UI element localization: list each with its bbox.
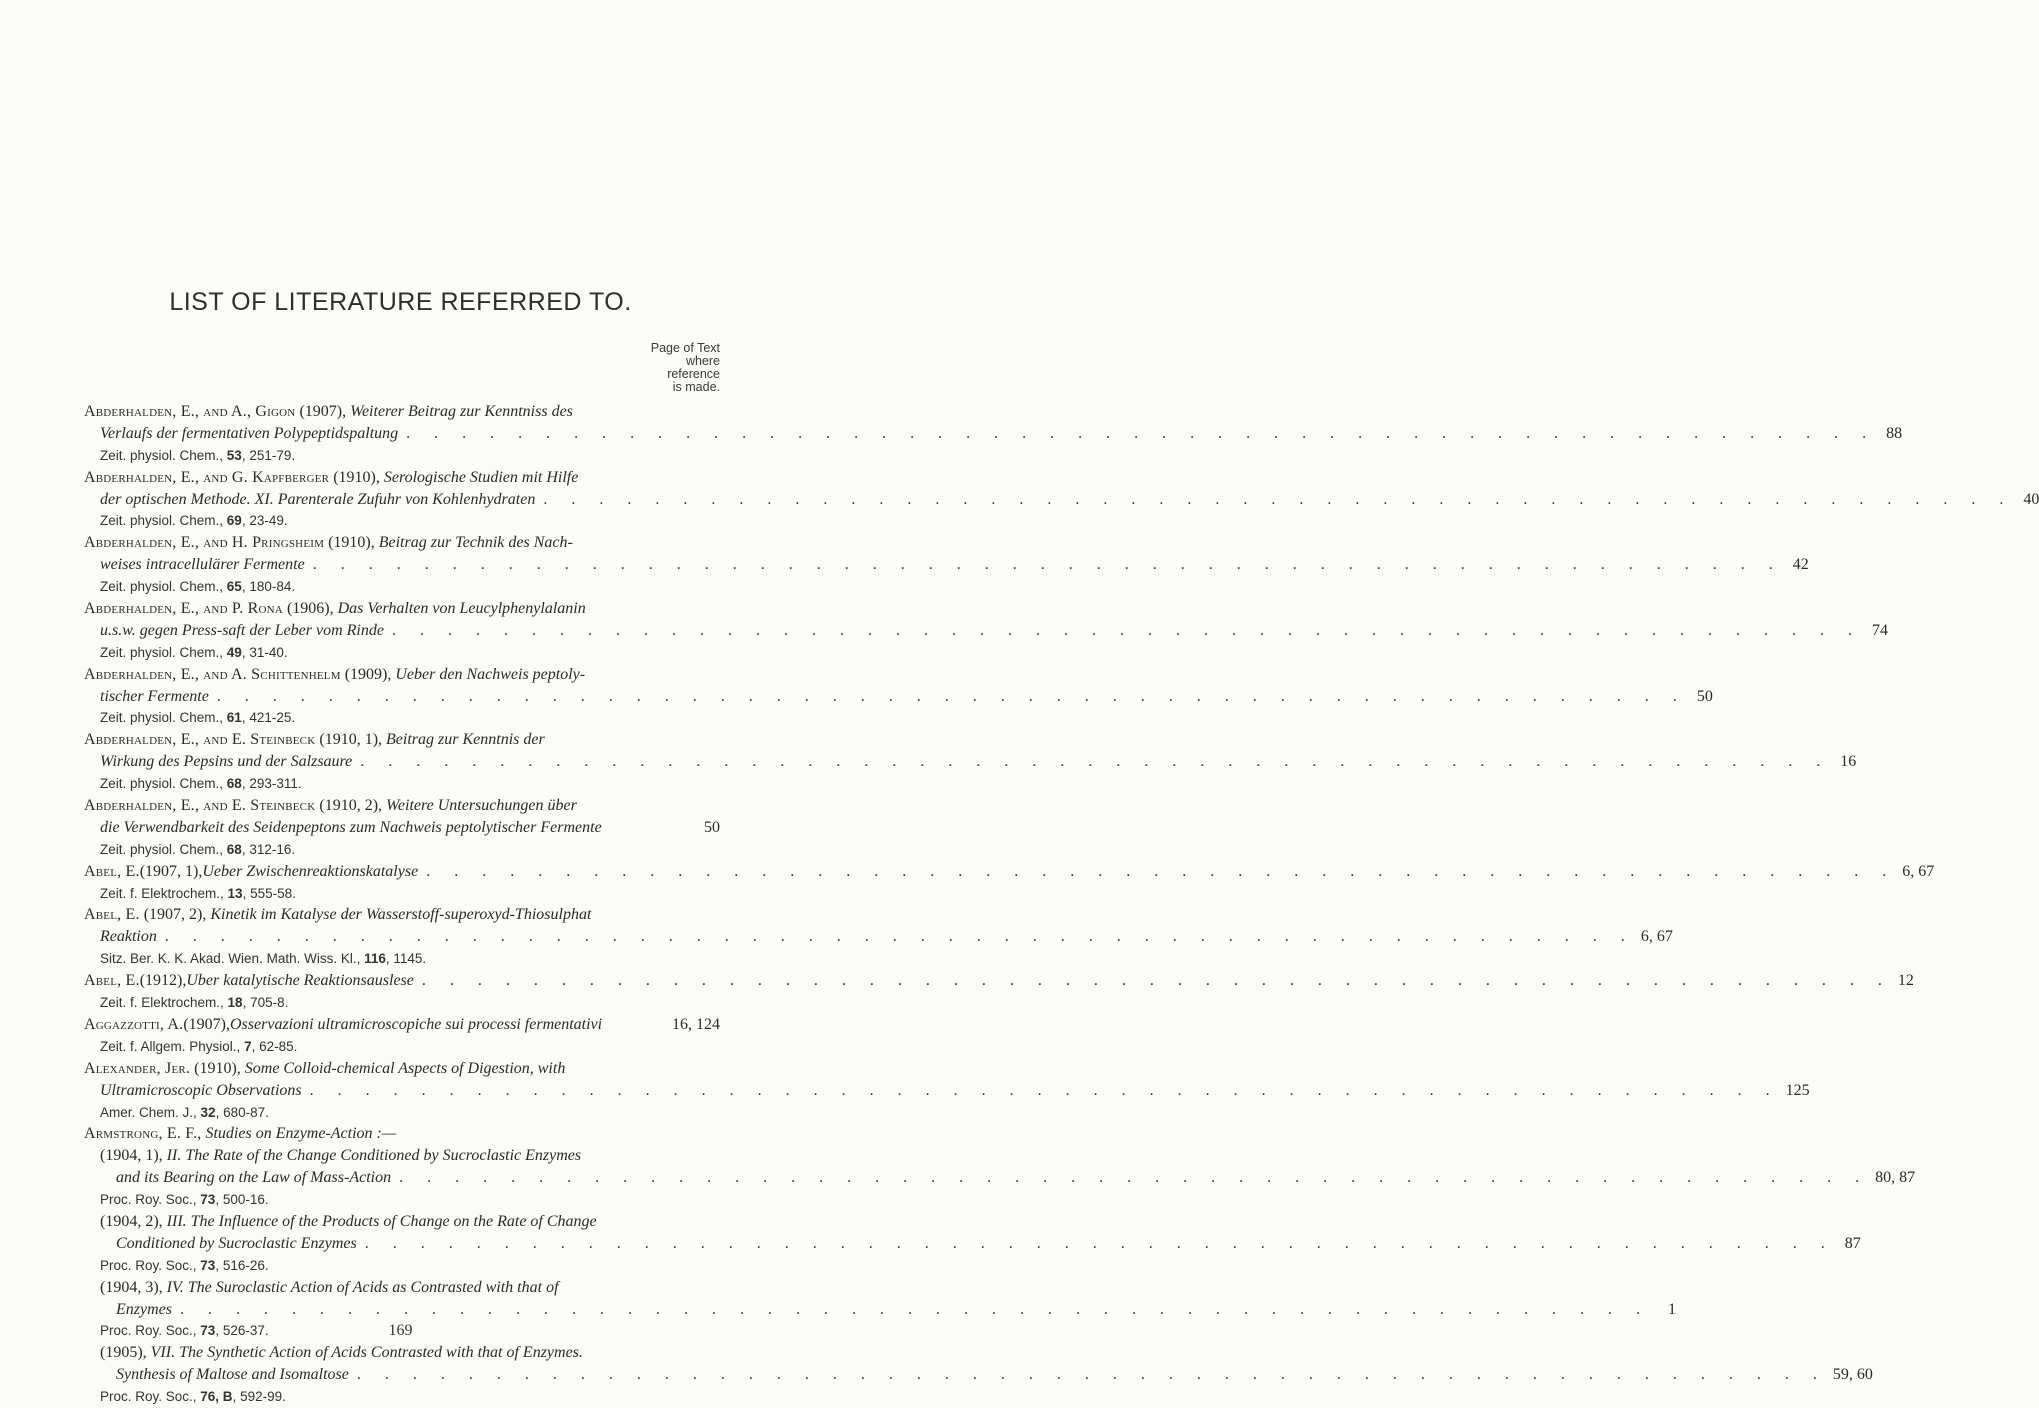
journal-pages: , 516-26. bbox=[215, 1257, 269, 1273]
author-name: Abderhalden, E., and E. Steinbeck bbox=[84, 731, 316, 749]
reference-entry bbox=[84, 795, 720, 861]
reference-title: II. The Rate of the Change Conditioned by Sucroclastic Enzymes bbox=[166, 1147, 582, 1165]
reference-entry bbox=[84, 598, 1888, 664]
reference-line bbox=[84, 1167, 1916, 1189]
reference-line bbox=[84, 620, 1888, 642]
author-name: Aggazzotti, A. bbox=[84, 1015, 184, 1033]
sub-reference-head bbox=[84, 1277, 720, 1299]
journal-pages: , 555-58. bbox=[242, 885, 296, 901]
reference-title: Verlaufs der fermentativen Polypeptidspaltung bbox=[100, 424, 399, 442]
dot-leader: . . . . . . . . . . . . . . . . . . . . . . . . . . . . . . . . . . . . . . . . . . . . . . . . . . . . . bbox=[364, 1234, 1835, 1252]
reference-year: (1910, 2), bbox=[315, 797, 387, 815]
reference-page: 6, 67 bbox=[1902, 862, 1935, 880]
dot-leader: . . . . . . . . . . . . . . . . . . . . . . . . . . . . . . . . . . . . . . . . . . . . . . . . . . . . . bbox=[543, 490, 2014, 508]
page-number: 169 bbox=[388, 1322, 413, 1339]
journal-pages: , 680-87. bbox=[215, 1104, 269, 1120]
reference-line bbox=[84, 751, 1857, 773]
sub-reference-head bbox=[84, 1145, 720, 1167]
dot-leader: . . . . . . . . . . . . . . . . . . . . . . . . . . . . . . . . . . . . . . . . . . . . . . . . . . . . . bbox=[309, 1081, 1780, 1099]
reference-year: (1910), bbox=[324, 534, 379, 552]
reference-year: (1912), bbox=[139, 972, 187, 990]
journal-pages: , 251-79. bbox=[241, 447, 296, 463]
journal-volume: 73 bbox=[200, 1257, 216, 1273]
author-name: Abderhalden, E., and E. Steinbeck bbox=[84, 797, 316, 815]
reference-line bbox=[84, 423, 1903, 445]
column-header-line: where bbox=[685, 354, 720, 368]
reference-head bbox=[84, 664, 720, 686]
author-name: Abel, E. bbox=[84, 972, 140, 990]
journal-pages: , 180-84. bbox=[241, 579, 296, 595]
reference-page: 125 bbox=[1785, 1081, 1810, 1099]
dot-leader: . . . . . . . . . . . . . . . . . . . . . . . . . . . . . . . . . . . . . . . . . . . . . . . . . . . . . bbox=[312, 556, 1783, 574]
journal-volume: 69 bbox=[226, 513, 242, 529]
journal-volume: 68 bbox=[226, 841, 242, 857]
reference-title: Ueber den Nachweis peptoly- bbox=[395, 665, 586, 683]
reference-page: 6, 67 bbox=[1640, 928, 1673, 946]
reference-title: Kinetik im Katalyse der Wasserstoff-superoxyd-Thiosulphat bbox=[210, 906, 592, 924]
author-name: Abderhalden, E., and P. Rona bbox=[84, 600, 283, 618]
reference-year: (1904, 2), bbox=[100, 1212, 167, 1230]
reference-title: Some Colloid-chemical Aspects of Digestion, with bbox=[244, 1059, 566, 1077]
author-name: Armstrong, E. F., bbox=[84, 1125, 202, 1143]
dot-leader: . . . . . . . . . . . . . . . . . . . . . . . . . . . . . . . . . . . . . . . . . . . . . . . . . . . . . bbox=[406, 424, 1877, 442]
reference-title: Beitrag zur Technik des Nach- bbox=[378, 534, 573, 552]
journal-name: Zeit. physiol. Chem., bbox=[100, 447, 227, 463]
reference-title: die Verwendbarkeit des Seidenpeptons zum Nachweis peptolytischer Fermente bbox=[100, 818, 602, 836]
reference-page: 87 bbox=[1844, 1234, 1861, 1252]
reference-entry bbox=[84, 1123, 1916, 1408]
reference-title: III. The Influence of the Products of Change on the Rate of Change bbox=[166, 1212, 597, 1230]
reference-title: Weiterer Beitrag zur Kenntniss des bbox=[350, 403, 573, 420]
journal-volume: 116 bbox=[364, 951, 386, 967]
reference-line bbox=[84, 1233, 1861, 1255]
reference-entry bbox=[84, 532, 1809, 598]
reference-citation bbox=[84, 948, 720, 970]
journal-pages: , 705-8. bbox=[242, 995, 289, 1011]
dot-leader: . . . . . . . . . . . . . . . . . . . . . . . . . . . . . . . . . . . . . . . . . . . . . . . . . . . . . bbox=[216, 687, 1687, 705]
reference-citation bbox=[84, 1036, 720, 1058]
journal-name: Zeit. f. Elektrochem., bbox=[100, 885, 228, 901]
journal-name: Proc. Roy. Soc., bbox=[100, 1389, 201, 1405]
reference-title: Wirkung des Pepsins und der Salzsaure bbox=[100, 753, 353, 771]
reference-title: Studies on Enzyme-Action :— bbox=[205, 1125, 397, 1143]
reference-year: (1907), bbox=[183, 1015, 230, 1033]
reference-page: 80, 87 bbox=[1875, 1169, 1916, 1187]
reference-title: u.s.w. gegen Press-saft der Leber vom Rinde bbox=[100, 621, 384, 639]
journal-name: Amer. Chem. J., bbox=[100, 1104, 201, 1120]
journal-name: Zeit. physiol. Chem., bbox=[100, 841, 227, 857]
reference-year: (1904, 1), bbox=[100, 1147, 167, 1165]
journal-pages: , 592-99. bbox=[232, 1389, 286, 1405]
page-column-header bbox=[610, 342, 720, 394]
dot-leader: . . . . . . . . . . . . . . . . . . . . . . . . . . . . . . . . . . . . . . . . . . . . . . . . . . . . . bbox=[391, 621, 1862, 639]
reference-page: 16, 124 bbox=[672, 1015, 720, 1033]
journal-name: Zeit. physiol. Chem., bbox=[100, 710, 227, 726]
reference-page: 40 bbox=[2023, 490, 2039, 508]
journal-pages: , 500-16. bbox=[215, 1192, 269, 1208]
reference-page: 50 bbox=[704, 818, 720, 836]
journal-volume: 68 bbox=[226, 776, 242, 792]
reference-page: 88 bbox=[1886, 424, 1903, 442]
sub-reference-head bbox=[84, 1211, 720, 1233]
reference-title: Synthesis of Maltose and Isomaltose bbox=[116, 1366, 349, 1384]
reference-list bbox=[84, 401, 2039, 1408]
author-name: Abderhalden, E., and A. Schittenhelm bbox=[84, 665, 341, 683]
reference-citation bbox=[84, 839, 720, 861]
reference-head bbox=[84, 467, 720, 489]
reference-title: tischer Fermente bbox=[100, 687, 209, 705]
reference-citation bbox=[84, 992, 720, 1014]
reference-citation bbox=[84, 576, 720, 598]
reference-citation bbox=[84, 510, 720, 532]
dot-leader: . . . . . . . . . . . . . . . . . . . . . . . . . . . . . . . . . . . . . . . . . . . . . . . . . . . . . bbox=[360, 753, 1831, 771]
reference-entry bbox=[84, 861, 1935, 905]
journal-name: Zeit. physiol. Chem., bbox=[100, 579, 227, 595]
reference-title: weises intracellulärer Fermente bbox=[100, 556, 305, 574]
reference-citation bbox=[84, 1386, 720, 1408]
reference-year: (1910), bbox=[329, 468, 384, 486]
journal-name: Proc. Roy. Soc., bbox=[100, 1192, 201, 1208]
page-title: LIST OF LITERATURE REFERRED TO. bbox=[169, 288, 632, 316]
reference-page: 42 bbox=[1792, 556, 1809, 574]
reference-page: 74 bbox=[1871, 621, 1888, 639]
journal-name: Zeit. f. Allgem. Physiol., bbox=[100, 1038, 245, 1054]
reference-entry bbox=[84, 467, 2039, 533]
author-name: Abel, E. bbox=[84, 906, 140, 924]
reference-entry bbox=[84, 1014, 720, 1058]
journal-volume: 65 bbox=[226, 579, 242, 595]
journal-volume: 61 bbox=[226, 710, 242, 726]
reference-year: (1905), bbox=[100, 1344, 151, 1362]
reference-year: (1910, 1), bbox=[315, 731, 387, 749]
reference-year: (1907, 2), bbox=[139, 906, 211, 924]
reference-citation bbox=[84, 883, 720, 905]
journal-name: Zeit. physiol. Chem., bbox=[100, 644, 227, 660]
journal-volume: 32 bbox=[200, 1104, 216, 1120]
reference-citation bbox=[84, 1189, 720, 1211]
reference-citation bbox=[84, 1102, 720, 1124]
journal-pages: , 526-37. bbox=[215, 1323, 269, 1339]
reference-citation bbox=[84, 773, 720, 795]
journal-pages: , 31-40. bbox=[241, 644, 288, 660]
reference-year: (1906), bbox=[282, 600, 338, 618]
reference-citation bbox=[84, 642, 720, 664]
reference-line bbox=[84, 1080, 1810, 1102]
reference-entry bbox=[84, 1058, 1810, 1124]
journal-volume: 53 bbox=[226, 447, 242, 463]
journal-volume: 18 bbox=[227, 995, 243, 1011]
reference-head bbox=[84, 729, 720, 751]
reference-citation bbox=[84, 1255, 720, 1277]
journal-name: Zeit. physiol. Chem., bbox=[100, 776, 227, 792]
author-name: Abderhalden, E., and H. Pringsheim bbox=[84, 534, 325, 552]
reference-title: Beitrag zur Kenntnis der bbox=[386, 731, 545, 749]
reference-year: (1904, 3), bbox=[100, 1278, 167, 1296]
reference-line bbox=[84, 817, 720, 839]
journal-name: Sitz. Ber. K. K. Akad. Wien. Math. Wiss. Kl., bbox=[100, 951, 365, 967]
reference-line bbox=[84, 1364, 1873, 1386]
reference-title: Osservazioni ultramicroscopiche sui processi fermentativi bbox=[230, 1015, 603, 1033]
journal-volume: 76, B bbox=[200, 1389, 233, 1405]
dot-leader: . . . . . . . . . . . . . . . . . . . . . . . . . . . . . . . . . . . . . . . . . . . . . . . . . . . . . bbox=[426, 862, 1897, 880]
reference-title: Ultramicroscopic Observations bbox=[100, 1081, 302, 1099]
reference-entry bbox=[84, 904, 1673, 970]
reference-title: Ueber Zwischenreaktionskatalyse bbox=[202, 862, 419, 880]
reference-year: (1907, 1), bbox=[139, 862, 203, 880]
reference-title: Reaktion bbox=[100, 928, 157, 946]
reference-title: Das Verhalten von Leucylphenylalanin bbox=[337, 600, 586, 618]
reference-title: Enzymes bbox=[116, 1300, 172, 1318]
reference-title: Weitere Untersuchungen über bbox=[386, 797, 577, 815]
journal-pages: , 293-311. bbox=[241, 776, 302, 792]
reference-head bbox=[84, 598, 720, 620]
sub-reference-head bbox=[84, 1342, 720, 1364]
reference-entry bbox=[84, 729, 1857, 795]
dot-leader: . . . . . . . . . . . . . . . . . . . . . . . . . . . . . . . . . . . . . . . . . . . . . . . . . . . . . bbox=[164, 928, 1635, 946]
reference-entry bbox=[84, 970, 1914, 1014]
journal-pages: , 312-16. bbox=[241, 841, 296, 857]
reference-entry bbox=[84, 401, 1903, 467]
reference-page: 1 bbox=[1667, 1300, 1676, 1318]
reference-page: 50 bbox=[1696, 687, 1713, 705]
journal-name: Zeit. f. Elektrochem., bbox=[100, 995, 228, 1011]
author-name: Alexander, Jer. bbox=[84, 1059, 191, 1077]
reference-title: Uber katalytische Reaktionsauslese bbox=[186, 972, 414, 990]
reference-head bbox=[84, 795, 720, 817]
reference-page: 59, 60 bbox=[1832, 1366, 1873, 1384]
reference-line bbox=[84, 686, 1713, 708]
reference-citation bbox=[84, 707, 720, 729]
reference-line bbox=[84, 554, 1809, 576]
reference-title: and its Bearing on the Law of Mass-Action bbox=[116, 1169, 392, 1187]
journal-name: Zeit. physiol. Chem., bbox=[100, 513, 227, 529]
journal-volume: 7 bbox=[244, 1038, 252, 1054]
author-name: Abel, E. bbox=[84, 862, 140, 880]
dot-leader: . . . . . . . . . . . . . . . . . . . . . . . . . . . . . . . . . . . . . . . . . . . . . . . . . . . . . bbox=[356, 1366, 1827, 1384]
dot-leader: . . . . . . . . . . . . . . . . . . . . . . . . . . . . . . . . . . . . . . . . . . . . . . . . . . . . . bbox=[179, 1300, 1650, 1318]
reference-line bbox=[84, 926, 1673, 948]
reference-line bbox=[84, 489, 2039, 511]
reference-head bbox=[84, 1058, 720, 1080]
reference-year: (1907), bbox=[295, 403, 351, 420]
reference-title: der optischen Methode. XI. Parenterale Zufuhr von Kohlenhydraten bbox=[100, 490, 536, 508]
reference-title: Serologische Studien mit Hilfe bbox=[383, 468, 579, 486]
reference-line bbox=[84, 1299, 1676, 1321]
journal-volume: 73 bbox=[200, 1192, 216, 1208]
column-header-line: is made. bbox=[672, 380, 720, 394]
column-header-line: Page of Text bbox=[650, 341, 720, 355]
reference-head bbox=[84, 1123, 720, 1145]
reference-head bbox=[84, 861, 1935, 883]
reference-citation bbox=[84, 445, 720, 467]
journal-pages: , 1145. bbox=[385, 951, 427, 967]
dot-leader: . . . . . . . . . . . . . . . . . . . . . . . . . . . . . . . . . . . . . . . . . . . . . . . . . . . . . bbox=[399, 1169, 1870, 1187]
reference-head bbox=[84, 532, 720, 554]
journal-pages: , 421-25. bbox=[241, 710, 296, 726]
reference-head bbox=[84, 401, 720, 423]
journal-name: Proc. Roy. Soc., bbox=[100, 1257, 201, 1273]
reference-page: 16 bbox=[1840, 753, 1857, 771]
journal-volume: 13 bbox=[227, 885, 243, 901]
reference-title: IV. The Suroclastic Action of Acids as Contrasted with that of bbox=[166, 1278, 559, 1296]
column-header-line: reference bbox=[667, 367, 720, 381]
reference-year: (1909), bbox=[340, 665, 396, 683]
journal-name: Proc. Roy. Soc., bbox=[100, 1323, 201, 1339]
journal-pages: , 62-85. bbox=[251, 1038, 298, 1054]
reference-head bbox=[84, 904, 720, 926]
reference-year: (1910), bbox=[190, 1059, 245, 1077]
reference-page: 12 bbox=[1897, 972, 1914, 990]
dot-leader: . . . . . . . . . . . . . . . . . . . . . . . . . . . . . . . . . . . . . . . . . . . . . . . . . . . . . bbox=[421, 972, 1892, 990]
journal-pages: , 23-49. bbox=[241, 513, 288, 529]
author-name: Abderhalden, E., and A., Gigon bbox=[84, 403, 296, 420]
reference-title: Conditioned by Sucroclastic Enzymes bbox=[116, 1234, 357, 1252]
reference-head bbox=[84, 970, 1914, 992]
journal-volume: 49 bbox=[226, 644, 242, 660]
reference-head bbox=[84, 1014, 720, 1036]
journal-volume: 73 bbox=[200, 1323, 216, 1339]
author-name: Abderhalden, E., and G. Kapfberger bbox=[84, 468, 330, 486]
reference-title: VII. The Synthetic Action of Acids Contrasted with that of Enzymes. bbox=[150, 1344, 583, 1362]
reference-entry bbox=[84, 664, 1713, 730]
